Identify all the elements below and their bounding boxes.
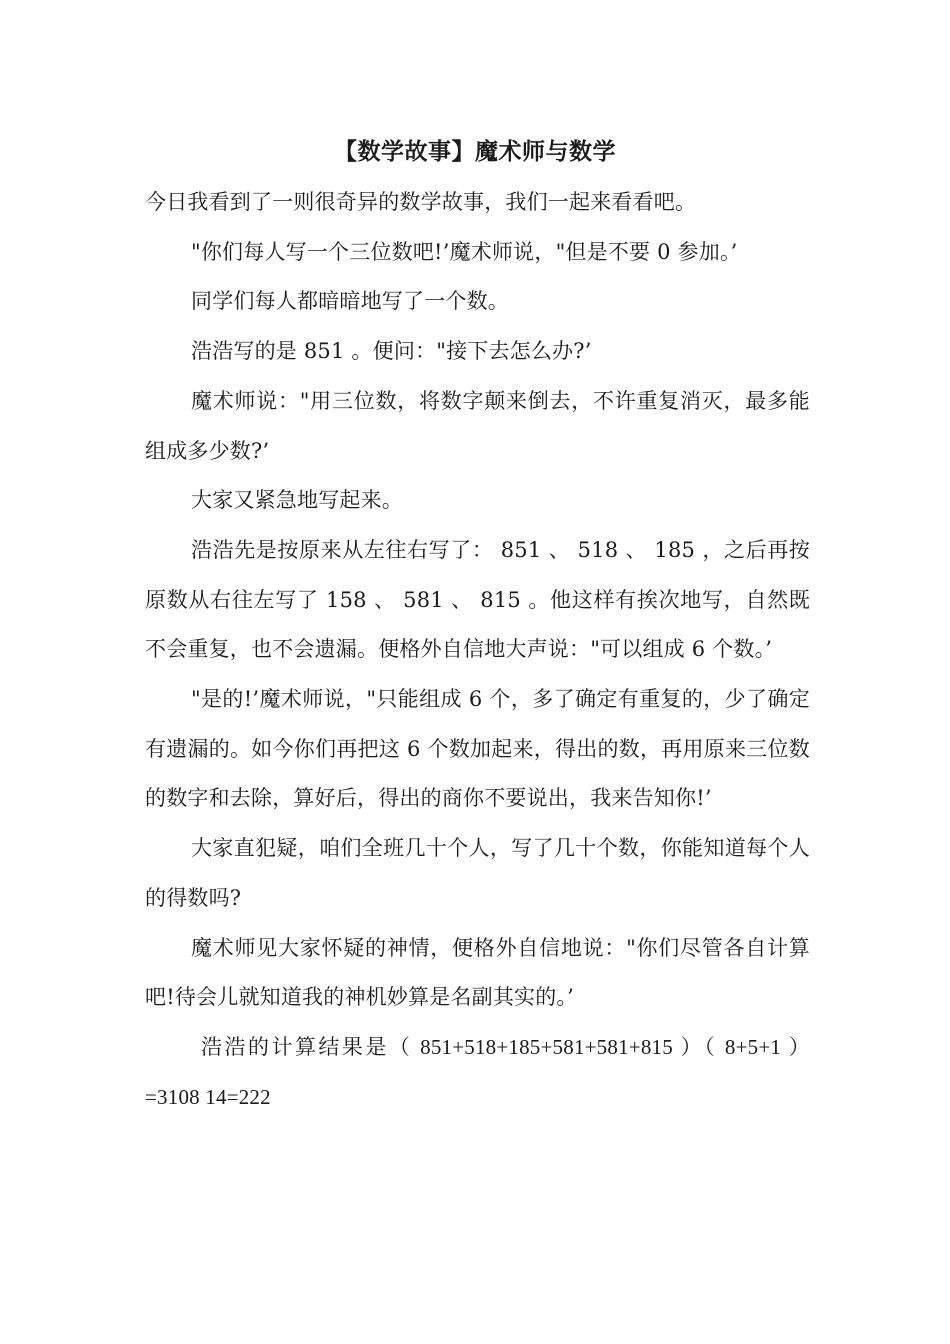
paragraph-intro: 今日我看到了一则很奇异的数学故事，我们一起来看看吧。 xyxy=(145,190,697,214)
paragraph-magician-confident: 魔术师见大家怀疑的神情，便格外自信地说："你们尽管各自计算吧!待会儿就知道我的神机妙算是名副其实的。’ xyxy=(145,935,810,1010)
paragraph-magician-confirm: "是的!’魔术师说，"只能组成 6 个，多了确定有重复的，少了确定有遗漏的。如今你们再把这 6 个数加起来，得出的数，再用原来三位数的数字和去除，算好后，得出的商你不要说出，我来告知你!’ xyxy=(145,687,810,811)
paragraph-magician-request: "你们每人写一个三位数吧!’魔术师说，"但是不要 0 参加。’ xyxy=(191,239,738,264)
paragraph-magician-question: 魔术师说："用三位数，将数字颠来倒去，不许重复消灭，最多能组成多少数?’ xyxy=(145,388,810,463)
document-body xyxy=(145,178,810,1122)
paragraph-class-doubt: 大家直犯疑，咱们全班几十个人，写了几十个数，你能知道每个人的得数吗? xyxy=(145,836,810,910)
paragraph-haohao-number: 浩浩写的是 851 。便问："接下去怎么办?’ xyxy=(191,339,592,364)
document-title: 【数学故事】魔术师与数学 xyxy=(334,138,616,165)
paragraph-everyone-writes: 大家又紧急地写起来。 xyxy=(191,488,403,513)
paragraph-students-write: 同学们每人都暗暗地写了一个数。 xyxy=(191,289,509,314)
paragraph-haohao-list: 浩浩先是按原来从左往右写了： 851 、 518 、 185 ，之后再按原数从右往左写了 158 、 581 、 815 。他这样有挨次地写，自然既不会重复，也不会遗漏。便格外自信地大声说："可以组成 6 个数。’ xyxy=(145,537,810,662)
paragraph-calculation: 浩浩的计算结果是（ 851+518+185+581+581+815 ）（ 8+5+1 ）=3108 14=222 xyxy=(145,1034,810,1109)
